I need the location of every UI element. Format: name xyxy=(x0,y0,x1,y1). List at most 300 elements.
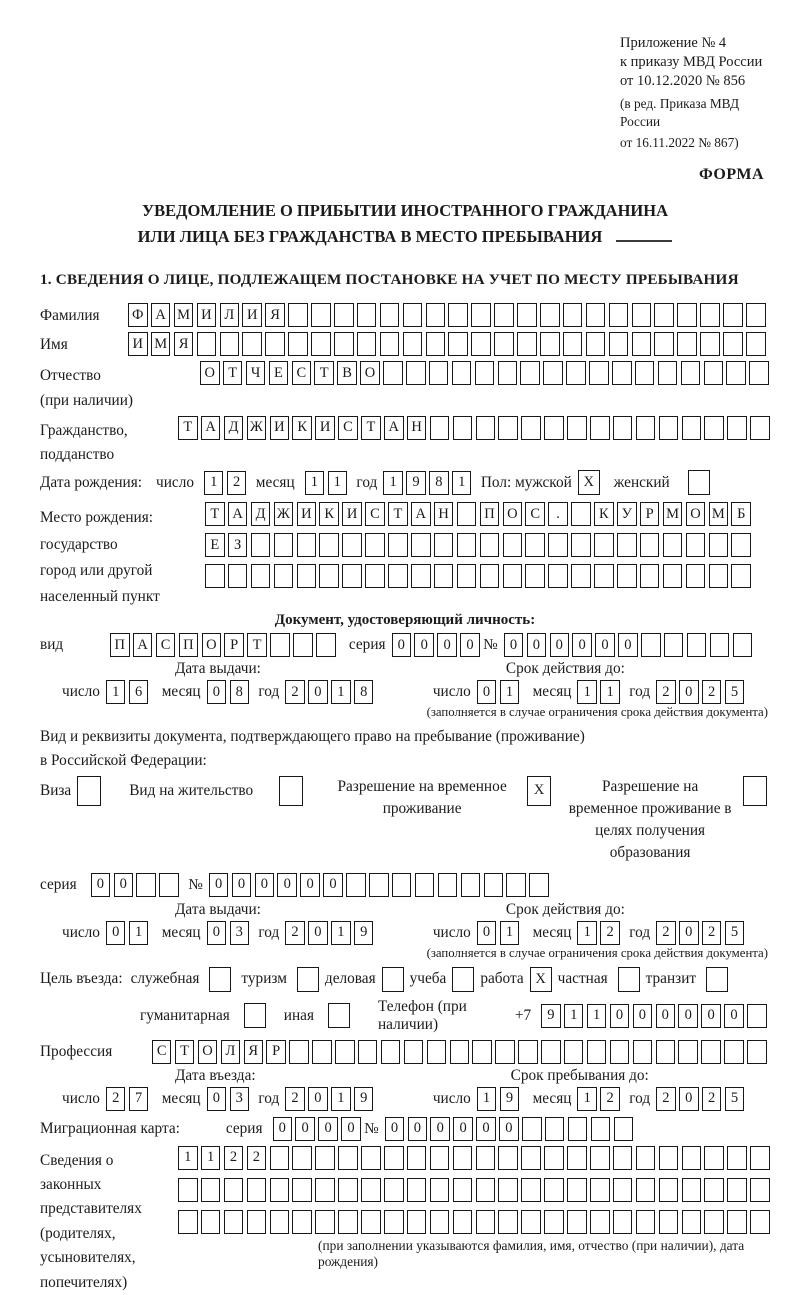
char-cell[interactable] xyxy=(411,564,431,588)
char-cell[interactable] xyxy=(480,564,500,588)
char-cell[interactable]: 0 xyxy=(595,633,615,657)
char-cell[interactable] xyxy=(224,1210,244,1234)
char-cell[interactable]: К xyxy=(319,502,339,526)
char-cell[interactable] xyxy=(568,1117,588,1141)
char-cell[interactable] xyxy=(632,332,652,356)
char-cell[interactable] xyxy=(346,873,366,897)
char-cell[interactable]: 1 xyxy=(201,1146,221,1170)
char-cell[interactable]: 0 xyxy=(527,633,547,657)
char-cell[interactable]: 0 xyxy=(91,873,111,897)
char-cell[interactable] xyxy=(589,361,609,385)
profession-cells[interactable] xyxy=(152,1040,770,1064)
char-cell[interactable]: 0 xyxy=(255,873,275,897)
char-cell[interactable]: 0 xyxy=(572,633,592,657)
char-cell[interactable]: Е xyxy=(269,361,289,385)
char-cell[interactable]: О xyxy=(198,1040,218,1064)
birth-place-cells-1[interactable] xyxy=(205,502,754,526)
char-cell[interactable] xyxy=(406,361,426,385)
char-cell[interactable]: 0 xyxy=(437,633,457,657)
char-cell[interactable]: С xyxy=(156,633,176,657)
char-cell[interactable]: 0 xyxy=(504,633,524,657)
char-cell[interactable] xyxy=(610,1040,630,1064)
char-cell[interactable] xyxy=(567,1178,587,1202)
char-cell[interactable]: 0 xyxy=(679,1087,699,1111)
char-cell[interactable] xyxy=(338,1210,358,1234)
char-cell[interactable] xyxy=(457,533,477,557)
residence-permit-checkbox[interactable] xyxy=(279,776,303,806)
char-cell[interactable] xyxy=(750,1210,770,1234)
char-cell[interactable]: 2 xyxy=(656,680,676,704)
char-cell[interactable]: 2 xyxy=(600,921,620,945)
doc-expiry-month-cells[interactable] xyxy=(577,680,623,704)
char-cell[interactable] xyxy=(544,1178,564,1202)
doc-kind-cells[interactable] xyxy=(110,633,339,657)
char-cell[interactable]: А xyxy=(384,416,404,440)
char-cell[interactable]: 0 xyxy=(618,633,638,657)
char-cell[interactable]: 2 xyxy=(224,1146,244,1170)
char-cell[interactable] xyxy=(746,303,766,327)
char-cell[interactable] xyxy=(434,564,454,588)
char-cell[interactable] xyxy=(315,1178,335,1202)
char-cell[interactable] xyxy=(590,1178,610,1202)
char-cell[interactable] xyxy=(659,1210,679,1234)
char-cell[interactable] xyxy=(731,564,751,588)
char-cell[interactable]: 0 xyxy=(701,1004,721,1028)
char-cell[interactable] xyxy=(747,1004,767,1028)
char-cell[interactable]: П xyxy=(110,633,130,657)
purpose-tourism-checkbox[interactable] xyxy=(297,967,319,992)
sex-female-checkbox[interactable] xyxy=(688,470,710,495)
char-cell[interactable]: С xyxy=(292,361,312,385)
doc-expiry-year-cells[interactable] xyxy=(656,680,748,704)
char-cell[interactable] xyxy=(700,303,720,327)
char-cell[interactable] xyxy=(338,1146,358,1170)
char-cell[interactable]: 2 xyxy=(247,1146,267,1170)
char-cell[interactable]: 0 xyxy=(633,1004,653,1028)
char-cell[interactable] xyxy=(201,1210,221,1234)
char-cell[interactable] xyxy=(641,633,661,657)
char-cell[interactable]: К xyxy=(594,502,614,526)
char-cell[interactable] xyxy=(270,1178,290,1202)
char-cell[interactable] xyxy=(640,564,660,588)
char-cell[interactable] xyxy=(388,564,408,588)
char-cell[interactable]: М xyxy=(709,502,729,526)
char-cell[interactable]: 0 xyxy=(724,1004,744,1028)
char-cell[interactable] xyxy=(682,1178,702,1202)
char-cell[interactable] xyxy=(654,332,674,356)
char-cell[interactable] xyxy=(403,332,423,356)
char-cell[interactable] xyxy=(288,303,308,327)
entry-month-cells[interactable] xyxy=(207,1087,253,1111)
char-cell[interactable] xyxy=(430,1178,450,1202)
char-cell[interactable] xyxy=(430,1146,450,1170)
char-cell[interactable] xyxy=(704,1210,724,1234)
char-cell[interactable] xyxy=(635,361,655,385)
char-cell[interactable]: З xyxy=(228,533,248,557)
visa-checkbox[interactable] xyxy=(77,776,101,806)
doc-expiry-day-cells[interactable] xyxy=(477,680,523,704)
char-cell[interactable] xyxy=(270,1210,290,1234)
char-cell[interactable] xyxy=(461,873,481,897)
char-cell[interactable] xyxy=(594,533,614,557)
char-cell[interactable] xyxy=(726,361,746,385)
char-cell[interactable] xyxy=(476,1146,496,1170)
char-cell[interactable] xyxy=(159,873,179,897)
char-cell[interactable] xyxy=(178,1178,198,1202)
char-cell[interactable]: 0 xyxy=(308,680,328,704)
char-cell[interactable] xyxy=(701,1040,721,1064)
char-cell[interactable] xyxy=(571,564,591,588)
char-cell[interactable]: 0 xyxy=(610,1004,630,1028)
char-cell[interactable] xyxy=(453,1178,473,1202)
char-cell[interactable]: Я xyxy=(244,1040,264,1064)
char-cell[interactable]: И xyxy=(342,502,362,526)
guardians-cells-1[interactable] xyxy=(178,1146,773,1170)
char-cell[interactable] xyxy=(369,873,389,897)
char-cell[interactable] xyxy=(315,1210,335,1234)
char-cell[interactable]: 1 xyxy=(383,471,403,495)
char-cell[interactable]: 5 xyxy=(725,680,745,704)
char-cell[interactable]: О xyxy=(360,361,380,385)
permit-series-cells[interactable] xyxy=(91,873,183,897)
char-cell[interactable] xyxy=(380,332,400,356)
char-cell[interactable] xyxy=(678,1040,698,1064)
char-cell[interactable] xyxy=(457,502,477,526)
char-cell[interactable]: 1 xyxy=(204,471,224,495)
char-cell[interactable] xyxy=(731,533,751,557)
char-cell[interactable] xyxy=(723,303,743,327)
char-cell[interactable]: 0 xyxy=(277,873,297,897)
char-cell[interactable]: Т xyxy=(388,502,408,526)
char-cell[interactable] xyxy=(724,1040,744,1064)
char-cell[interactable] xyxy=(265,332,285,356)
char-cell[interactable]: 0 xyxy=(341,1117,361,1141)
char-cell[interactable] xyxy=(498,361,518,385)
char-cell[interactable] xyxy=(178,1210,198,1234)
char-cell[interactable] xyxy=(529,873,549,897)
char-cell[interactable] xyxy=(498,1210,518,1234)
char-cell[interactable] xyxy=(710,633,730,657)
char-cell[interactable] xyxy=(197,332,217,356)
char-cell[interactable]: Н xyxy=(407,416,427,440)
char-cell[interactable] xyxy=(614,1117,634,1141)
char-cell[interactable]: Ж xyxy=(247,416,267,440)
char-cell[interactable]: 1 xyxy=(331,680,351,704)
char-cell[interactable] xyxy=(518,1040,538,1064)
char-cell[interactable]: И xyxy=(242,303,262,327)
char-cell[interactable] xyxy=(472,1040,492,1064)
char-cell[interactable]: 0 xyxy=(318,1117,338,1141)
char-cell[interactable] xyxy=(411,533,431,557)
char-cell[interactable]: Е xyxy=(205,533,225,557)
char-cell[interactable] xyxy=(292,1178,312,1202)
char-cell[interactable] xyxy=(251,564,271,588)
char-cell[interactable] xyxy=(571,502,591,526)
char-cell[interactable]: 1 xyxy=(452,471,472,495)
char-cell[interactable]: И xyxy=(297,502,317,526)
char-cell[interactable]: 9 xyxy=(541,1004,561,1028)
char-cell[interactable]: 2 xyxy=(227,471,247,495)
char-cell[interactable] xyxy=(471,332,491,356)
char-cell[interactable] xyxy=(709,564,729,588)
char-cell[interactable]: О xyxy=(200,361,220,385)
char-cell[interactable] xyxy=(750,1178,770,1202)
char-cell[interactable]: М xyxy=(663,502,683,526)
char-cell[interactable]: 0 xyxy=(408,1117,428,1141)
char-cell[interactable]: 0 xyxy=(308,1087,328,1111)
char-cell[interactable] xyxy=(700,332,720,356)
char-cell[interactable] xyxy=(334,332,354,356)
char-cell[interactable] xyxy=(228,564,248,588)
char-cell[interactable] xyxy=(613,1178,633,1202)
char-cell[interactable] xyxy=(548,533,568,557)
char-cell[interactable] xyxy=(380,303,400,327)
char-cell[interactable] xyxy=(521,416,541,440)
char-cell[interactable]: 2 xyxy=(285,680,305,704)
stay-until-month-cells[interactable] xyxy=(577,1087,623,1111)
char-cell[interactable] xyxy=(220,332,240,356)
char-cell[interactable] xyxy=(686,564,706,588)
char-cell[interactable] xyxy=(503,564,523,588)
char-cell[interactable]: 0 xyxy=(460,633,480,657)
stay-until-year-cells[interactable] xyxy=(656,1087,748,1111)
char-cell[interactable]: И xyxy=(270,416,290,440)
purpose-study-checkbox[interactable] xyxy=(452,967,474,992)
char-cell[interactable] xyxy=(617,564,637,588)
char-cell[interactable] xyxy=(663,533,683,557)
char-cell[interactable]: Д xyxy=(251,502,271,526)
char-cell[interactable] xyxy=(567,416,587,440)
char-cell[interactable]: 1 xyxy=(331,1087,351,1111)
given-name-cells[interactable] xyxy=(128,332,769,356)
char-cell[interactable]: 1 xyxy=(477,1087,497,1111)
char-cell[interactable]: 9 xyxy=(354,921,374,945)
char-cell[interactable] xyxy=(430,1210,450,1234)
purpose-transit-checkbox[interactable] xyxy=(706,967,728,992)
char-cell[interactable]: 0 xyxy=(453,1117,473,1141)
char-cell[interactable] xyxy=(297,564,317,588)
char-cell[interactable] xyxy=(438,873,458,897)
char-cell[interactable]: А xyxy=(228,502,248,526)
char-cell[interactable] xyxy=(544,1210,564,1234)
char-cell[interactable] xyxy=(274,564,294,588)
char-cell[interactable] xyxy=(750,416,770,440)
char-cell[interactable] xyxy=(293,633,313,657)
char-cell[interactable]: Р xyxy=(266,1040,286,1064)
char-cell[interactable] xyxy=(727,1178,747,1202)
char-cell[interactable] xyxy=(315,1146,335,1170)
char-cell[interactable]: 8 xyxy=(230,680,250,704)
char-cell[interactable] xyxy=(361,1146,381,1170)
char-cell[interactable]: 1 xyxy=(564,1004,584,1028)
char-cell[interactable] xyxy=(658,361,678,385)
char-cell[interactable]: . xyxy=(548,502,568,526)
char-cell[interactable]: В xyxy=(337,361,357,385)
char-cell[interactable]: Ч xyxy=(246,361,266,385)
char-cell[interactable] xyxy=(384,1210,404,1234)
char-cell[interactable]: 0 xyxy=(323,873,343,897)
char-cell[interactable]: Р xyxy=(640,502,660,526)
guardians-cells-2[interactable] xyxy=(178,1178,773,1202)
char-cell[interactable] xyxy=(450,1040,470,1064)
char-cell[interactable] xyxy=(677,303,697,327)
char-cell[interactable] xyxy=(457,564,477,588)
char-cell[interactable]: И xyxy=(315,416,335,440)
char-cell[interactable] xyxy=(659,416,679,440)
permit-expiry-month-cells[interactable] xyxy=(577,921,623,945)
entry-year-cells[interactable] xyxy=(285,1087,377,1111)
char-cell[interactable] xyxy=(201,1178,221,1202)
char-cell[interactable] xyxy=(480,533,500,557)
char-cell[interactable]: 2 xyxy=(285,921,305,945)
char-cell[interactable] xyxy=(247,1178,267,1202)
char-cell[interactable]: 0 xyxy=(207,921,227,945)
char-cell[interactable]: 2 xyxy=(656,1087,676,1111)
char-cell[interactable] xyxy=(636,1210,656,1234)
char-cell[interactable] xyxy=(494,303,514,327)
char-cell[interactable] xyxy=(594,564,614,588)
char-cell[interactable]: 2 xyxy=(106,1087,126,1111)
patronymic-cells[interactable] xyxy=(200,361,772,385)
char-cell[interactable] xyxy=(687,633,707,657)
char-cell[interactable] xyxy=(656,1040,676,1064)
char-cell[interactable] xyxy=(677,332,697,356)
char-cell[interactable]: П xyxy=(179,633,199,657)
char-cell[interactable]: 9 xyxy=(406,471,426,495)
purpose-work-checkbox[interactable]: X xyxy=(530,967,552,992)
char-cell[interactable]: 0 xyxy=(678,1004,698,1028)
char-cell[interactable]: 0 xyxy=(656,1004,676,1028)
purpose-private-checkbox[interactable] xyxy=(618,967,640,992)
char-cell[interactable] xyxy=(617,533,637,557)
char-cell[interactable] xyxy=(540,303,560,327)
char-cell[interactable] xyxy=(506,873,526,897)
char-cell[interactable] xyxy=(365,564,385,588)
char-cell[interactable]: 0 xyxy=(273,1117,293,1141)
char-cell[interactable] xyxy=(548,564,568,588)
char-cell[interactable]: 0 xyxy=(295,1117,315,1141)
char-cell[interactable] xyxy=(525,564,545,588)
char-cell[interactable] xyxy=(563,303,583,327)
char-cell[interactable] xyxy=(564,1040,584,1064)
char-cell[interactable] xyxy=(704,416,724,440)
char-cell[interactable] xyxy=(654,303,674,327)
char-cell[interactable] xyxy=(681,361,701,385)
birth-day-cells[interactable] xyxy=(204,471,250,495)
char-cell[interactable]: Я xyxy=(174,332,194,356)
char-cell[interactable] xyxy=(609,303,629,327)
char-cell[interactable]: 1 xyxy=(577,680,597,704)
char-cell[interactable] xyxy=(613,1210,633,1234)
char-cell[interactable] xyxy=(590,1210,610,1234)
char-cell[interactable] xyxy=(709,533,729,557)
char-cell[interactable]: 8 xyxy=(429,471,449,495)
char-cell[interactable]: А xyxy=(133,633,153,657)
char-cell[interactable] xyxy=(383,361,403,385)
char-cell[interactable]: 1 xyxy=(577,1087,597,1111)
birth-year-cells[interactable] xyxy=(383,471,475,495)
char-cell[interactable] xyxy=(495,1040,515,1064)
char-cell[interactable]: 0 xyxy=(477,921,497,945)
doc-series-cells[interactable] xyxy=(392,633,484,657)
char-cell[interactable]: 0 xyxy=(679,921,699,945)
purpose-other-checkbox[interactable] xyxy=(328,1003,350,1028)
char-cell[interactable]: 7 xyxy=(129,1087,149,1111)
birth-place-cells-3[interactable] xyxy=(205,564,754,588)
char-cell[interactable]: 0 xyxy=(114,873,134,897)
char-cell[interactable] xyxy=(682,1210,702,1234)
char-cell[interactable] xyxy=(476,1210,496,1234)
char-cell[interactable] xyxy=(338,1178,358,1202)
char-cell[interactable] xyxy=(640,533,660,557)
char-cell[interactable]: И xyxy=(197,303,217,327)
migration-number-cells[interactable] xyxy=(385,1117,637,1141)
char-cell[interactable] xyxy=(525,533,545,557)
char-cell[interactable] xyxy=(289,1040,309,1064)
char-cell[interactable] xyxy=(632,303,652,327)
char-cell[interactable] xyxy=(747,1040,767,1064)
char-cell[interactable]: 5 xyxy=(725,1087,745,1111)
char-cell[interactable] xyxy=(247,1210,267,1234)
char-cell[interactable]: Ф xyxy=(128,303,148,327)
char-cell[interactable] xyxy=(586,303,606,327)
char-cell[interactable] xyxy=(319,533,339,557)
char-cell[interactable]: 1 xyxy=(587,1004,607,1028)
char-cell[interactable] xyxy=(543,361,563,385)
char-cell[interactable]: 0 xyxy=(385,1117,405,1141)
char-cell[interactable] xyxy=(311,303,331,327)
char-cell[interactable]: 0 xyxy=(207,1087,227,1111)
char-cell[interactable] xyxy=(750,1146,770,1170)
char-cell[interactable]: 2 xyxy=(600,1087,620,1111)
migration-series-cells[interactable] xyxy=(273,1117,365,1141)
char-cell[interactable]: О xyxy=(686,502,706,526)
char-cell[interactable]: Л xyxy=(221,1040,241,1064)
char-cell[interactable] xyxy=(381,1040,401,1064)
char-cell[interactable] xyxy=(704,1146,724,1170)
char-cell[interactable]: 0 xyxy=(430,1117,450,1141)
char-cell[interactable]: Т xyxy=(247,633,267,657)
char-cell[interactable] xyxy=(545,1117,565,1141)
char-cell[interactable]: О xyxy=(202,633,222,657)
char-cell[interactable]: 2 xyxy=(702,1087,722,1111)
char-cell[interactable]: 3 xyxy=(230,1087,250,1111)
char-cell[interactable] xyxy=(682,416,702,440)
char-cell[interactable] xyxy=(704,361,724,385)
char-cell[interactable] xyxy=(415,873,435,897)
permit-number-cells[interactable] xyxy=(209,873,552,897)
doc-number-cells[interactable] xyxy=(504,633,756,657)
char-cell[interactable]: 0 xyxy=(106,921,126,945)
char-cell[interactable] xyxy=(636,1146,656,1170)
char-cell[interactable] xyxy=(392,873,412,897)
char-cell[interactable]: У xyxy=(617,502,637,526)
char-cell[interactable]: 2 xyxy=(702,921,722,945)
char-cell[interactable]: Т xyxy=(314,361,334,385)
char-cell[interactable] xyxy=(571,533,591,557)
char-cell[interactable] xyxy=(682,1146,702,1170)
char-cell[interactable] xyxy=(613,1146,633,1170)
char-cell[interactable]: С xyxy=(525,502,545,526)
char-cell[interactable]: И xyxy=(128,332,148,356)
citizenship-cells[interactable] xyxy=(178,416,773,440)
char-cell[interactable] xyxy=(384,1146,404,1170)
char-cell[interactable]: 1 xyxy=(500,921,520,945)
char-cell[interactable] xyxy=(407,1210,427,1234)
char-cell[interactable] xyxy=(403,303,423,327)
char-cell[interactable]: 8 xyxy=(354,680,374,704)
char-cell[interactable] xyxy=(274,533,294,557)
